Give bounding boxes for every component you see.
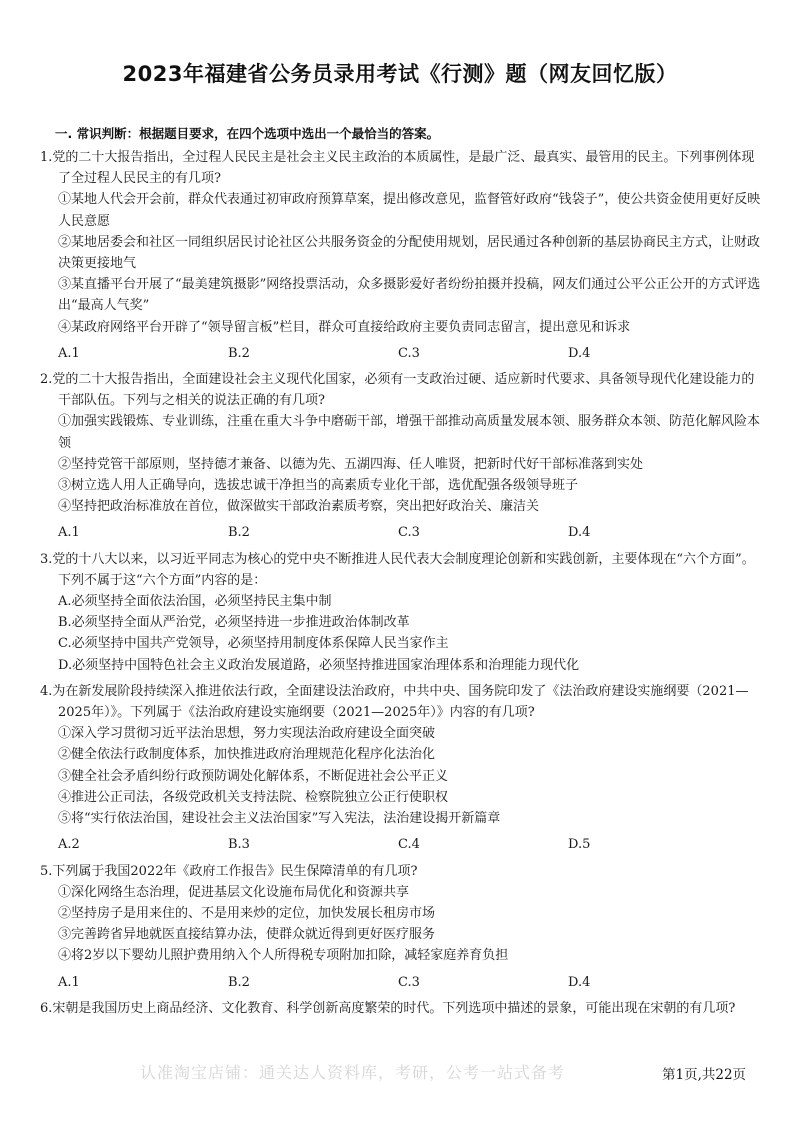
- question-list: [40, 147, 766, 1024]
- question-2: [40, 369, 766, 544]
- option-c: C.4: [398, 837, 420, 853]
- question-5: [40, 861, 766, 993]
- question-1: [40, 147, 766, 364]
- option-b: B.必须坚持全面从严治党，必须坚持进一步推进政治体制改革: [58, 615, 410, 631]
- answer-options: [40, 834, 766, 855]
- statement-item: ④坚持把政治标准放在首位，做深做实干部政治素质考察，突出把好政治关、廉洁关: [58, 499, 540, 515]
- option-c: C.3: [398, 525, 420, 541]
- statement-item: ①深化网络生态治理，促进基层文化设施布局优化和资源共享: [58, 884, 410, 900]
- option-a: A.1: [58, 525, 80, 541]
- question-4: [40, 681, 766, 856]
- statement-item: ①某地人代会开会前，群众代表通过初审政府预算草案，提出修改意见，监督管好政府“钱袋子”，使公共资金使用更好反映人民意愿: [58, 192, 761, 229]
- option-a: A.2: [58, 837, 80, 853]
- statement-item: ①加强实践锻炼、专业训练，注重在重大斗争中磨砺干部，增强干部推动高质量发展本领、服务群众本领、防范化解风险本领: [58, 414, 761, 451]
- document-title: 2023年福建省公务员录用考试《行测》题（网友回忆版）: [122, 62, 678, 86]
- question-6: [40, 998, 766, 1019]
- question-stem: 2.党的二十大报告指出，全面建设社会主义现代化国家，必须有一支政治过硬、适应新时代要求、具备领导现代化建设能力的干部队伍。下列与之相关的说法正确的有几项?: [40, 372, 755, 409]
- question-stem: 1.党的二十大报告指出，全过程人民民主是社会主义民主政治的本质属性，是最广泛、最真实、最管用的民主。下列事例体现了全过程人民民主的有几项?: [40, 150, 755, 187]
- option-d: D.4: [568, 345, 591, 361]
- page-number: 第1页,共22页: [662, 1067, 747, 1083]
- option-d: D.5: [568, 837, 591, 853]
- option-c: C.3: [398, 974, 420, 990]
- question-stem: 3.党的十八大以来，以习近平同志为核心的党中央不断推进人民代表大会制度理论创新和实践创新，主要体现在“六个方面”。下列不属于这“六个方面”内容的是：: [40, 551, 755, 588]
- statement-item: ②坚持房子是用来住的、不是用来炒的定位，加快发展长租房市场: [58, 905, 436, 921]
- statement-item: ②某地居委会和社区一同组织居民讨论社区公共服务资金的分配使用规划，居民通过各种创新的基层协商民主方式，让财政决策更接地气: [58, 234, 761, 272]
- option-d: D.4: [568, 525, 591, 541]
- question-stem: 4.为在新发展阶段持续深入推进依法行政，全面建设法治政府，中共中央、国务院印发了《法治政府建设实施纲要（2021—2025年）》。下列属于《法治政府建设实施纲要（2021—2025年）》内容的有几项?: [40, 683, 749, 721]
- statement-item: ③健全社会矛盾纠纷行政预防调处化解体系，不断促进社会公平正义: [58, 768, 449, 784]
- option-a: A.必须坚持全面依法治国，必须坚持民主集中制: [58, 594, 332, 610]
- option-a: A.1: [58, 345, 80, 361]
- option-b: B.3: [228, 837, 250, 853]
- statement-item: ②健全依法行政制度体系，加快推进政府治理规范化程序化法治化: [58, 747, 436, 763]
- option-c: C.必须坚持中国共产党领导，必须坚持用制度体系保障人民当家作主: [58, 636, 449, 652]
- option-d: D.必须坚持中国特色社会主义政治发展道路，必须坚持推进国家治理体系和治理能力现代化: [58, 657, 580, 673]
- statement-item: ③某直播平台开展了“最美建筑摄影”网络投票活动，众多摄影爱好者纷纷拍摄并投稿，网友们通过公平公正公开的方式评选出“最高人气奖”: [58, 277, 761, 314]
- option-b: B.2: [228, 525, 250, 541]
- question-3: [40, 549, 766, 676]
- question-stem: 5.下列属于我国2022年《政府工作报告》民生保障清单的有几项?: [40, 863, 418, 879]
- watermark: 认准淘宝店铺：通关达人资料库，考研，公考一站式备考: [140, 1063, 566, 1082]
- statement-item: ④将2岁以下婴幼儿照护费用纳入个人所得税专项附加扣除，减轻家庭养育负担: [58, 948, 509, 964]
- statement-item: ②坚持党管干部原则，坚持德才兼备、以德为先、五湖四海、任人唯贤，把新时代好干部标准落到实处: [58, 456, 644, 472]
- statement-item: ④推进公正司法，各级党政机关支持法院、检察院独立公正行使职权: [58, 789, 449, 805]
- statement-item: ④某政府网络平台开辟了“领导留言板”栏目，群众可直接给政府主要负责同志留言，提出意见和诉求: [58, 319, 631, 335]
- statement-item: ⑤将“实行依法治国，建设社会主义法治国家”写入宪法，法治建设揭开新篇章: [58, 811, 501, 827]
- answer-options: [40, 522, 766, 543]
- section-heading: 一. 常识判断：根据题目要求，在四个选项中选出一个最恰当的答案。: [55, 126, 440, 141]
- statement-item: ③树立选人用人正确导向，选拔忠诚干净担当的高素质专业化干部，选优配强各级领导班子: [58, 478, 579, 494]
- answer-options: [40, 343, 766, 364]
- statement-item: ③完善跨省异地就医直接结算办法，使群众就近得到更好医疗服务: [58, 927, 436, 943]
- option-a: A.1: [58, 974, 80, 990]
- answer-options: [40, 972, 766, 993]
- option-b: B.2: [228, 345, 250, 361]
- option-c: C.3: [398, 345, 420, 361]
- statement-item: ①深入学习贯彻习近平法治思想，努力实现法治政府建设全面突破: [58, 726, 436, 742]
- option-d: D.4: [568, 974, 591, 990]
- question-stem: 6.宋朝是我国历史上商品经济、文化教育、科学创新高度繁荣的时代。下列选项中描述的景象，可能出现在宋朝的有几项?: [40, 1000, 736, 1016]
- option-b: B.2: [228, 974, 250, 990]
